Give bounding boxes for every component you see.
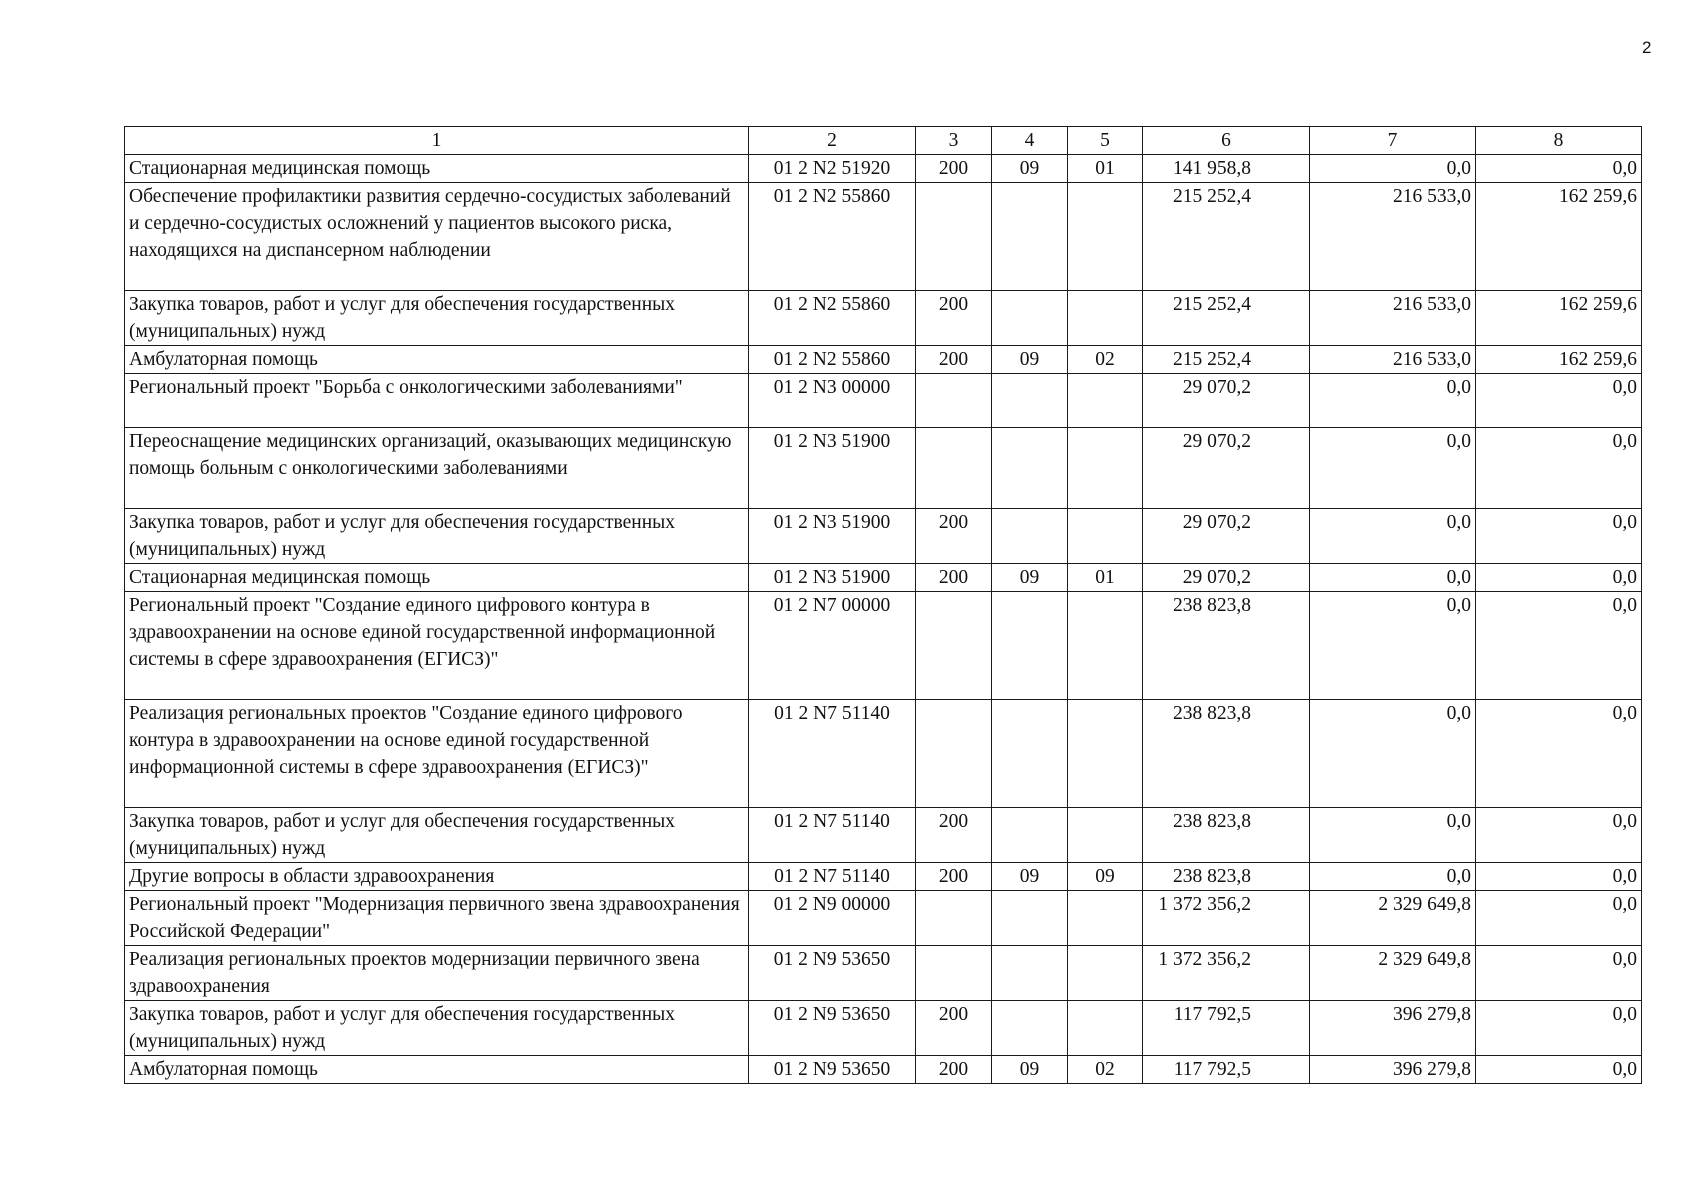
row-value-7: 0,0 [1310, 808, 1476, 863]
row-vr: 200 [916, 1001, 992, 1056]
header-col-2: 2 [749, 127, 916, 155]
row-rz: 09 [992, 863, 1068, 891]
row-vr: 200 [916, 1056, 992, 1084]
row-code: 01 2 N3 00000 [749, 374, 916, 428]
row-value-7: 0,0 [1310, 564, 1476, 592]
row-value-8: 0,0 [1476, 428, 1642, 509]
row-value-6: 29 070,2 [1143, 374, 1310, 428]
table-row [125, 291, 1642, 346]
row-value-8: 162 259,6 [1476, 291, 1642, 346]
table-row [125, 592, 1642, 700]
row-value-7: 0,0 [1310, 428, 1476, 509]
row-name: Амбулаторная помощь [125, 346, 749, 374]
row-vr: 200 [916, 808, 992, 863]
row-pr [1068, 891, 1143, 946]
table-row [125, 1056, 1642, 1084]
budget-table [124, 126, 1642, 1084]
row-value-8: 0,0 [1476, 1001, 1642, 1056]
row-value-6: 141 958,8 [1143, 155, 1310, 183]
table-row [125, 808, 1642, 863]
row-value-6: 29 070,2 [1143, 428, 1310, 509]
row-rz [992, 509, 1068, 564]
row-value-6: 238 823,8 [1143, 863, 1310, 891]
row-value-7: 216 533,0 [1310, 291, 1476, 346]
row-name: Другие вопросы в области здравоохранения [125, 863, 749, 891]
row-rz: 09 [992, 346, 1068, 374]
row-rz [992, 946, 1068, 1001]
row-value-8: 0,0 [1476, 700, 1642, 808]
table-row [125, 1001, 1642, 1056]
row-value-6: 215 252,4 [1143, 183, 1310, 291]
row-vr: 200 [916, 346, 992, 374]
row-name: Стационарная медицинская помощь [125, 564, 749, 592]
row-name: Закупка товаров, работ и услуг для обеспечения государственных (муниципальных) нужд [125, 509, 749, 564]
row-name: Переоснащение медицинских организаций, оказывающих медицинскую помощь больным с онкологическими заболеваниями [125, 428, 749, 509]
row-value-6: 29 070,2 [1143, 509, 1310, 564]
row-pr: 01 [1068, 564, 1143, 592]
row-vr: 200 [916, 509, 992, 564]
table-row [125, 374, 1642, 428]
table-row [125, 428, 1642, 509]
row-value-8: 162 259,6 [1476, 346, 1642, 374]
row-rz [992, 891, 1068, 946]
row-value-7: 0,0 [1310, 374, 1476, 428]
row-vr [916, 374, 992, 428]
row-rz [992, 428, 1068, 509]
row-value-7: 0,0 [1310, 863, 1476, 891]
row-pr: 01 [1068, 155, 1143, 183]
row-code: 01 2 N3 51900 [749, 564, 916, 592]
header-col-6: 6 [1143, 127, 1310, 155]
table-row [125, 891, 1642, 946]
row-name: Региональный проект "Модернизация первичного звена здравоохранения Российской Федерации" [125, 891, 749, 946]
row-name: Стационарная медицинская помощь [125, 155, 749, 183]
row-name: Реализация региональных проектов "Создание единого цифрового контура в здравоохранении на основе единой государственной информационной системы в сфере здравоохранения (ЕГИСЗ)" [125, 700, 749, 808]
row-rz: 09 [992, 564, 1068, 592]
row-code: 01 2 N9 53650 [749, 1056, 916, 1084]
row-value-6: 1 372 356,2 [1143, 946, 1310, 1001]
row-pr: 02 [1068, 1056, 1143, 1084]
row-rz [992, 1001, 1068, 1056]
row-value-8: 0,0 [1476, 564, 1642, 592]
row-value-8: 0,0 [1476, 1056, 1642, 1084]
row-code: 01 2 N2 55860 [749, 183, 916, 291]
row-value-7: 2 329 649,8 [1310, 946, 1476, 1001]
table-row [125, 155, 1642, 183]
row-value-6: 117 792,5 [1143, 1056, 1310, 1084]
header-row [125, 127, 1642, 155]
header-col-5: 5 [1068, 127, 1143, 155]
table-row [125, 183, 1642, 291]
row-name: Обеспечение профилактики развития сердечно-сосудистых заболеваний и сердечно-сосудистых осложнений у пациентов высокого риска, находящихся на диспансерном наблюдении [125, 183, 749, 291]
row-pr [1068, 183, 1143, 291]
row-value-8: 0,0 [1476, 592, 1642, 700]
row-vr [916, 428, 992, 509]
row-code: 01 2 N7 51140 [749, 808, 916, 863]
row-value-8: 0,0 [1476, 509, 1642, 564]
row-value-8: 162 259,6 [1476, 183, 1642, 291]
row-value-6: 238 823,8 [1143, 808, 1310, 863]
row-vr [916, 592, 992, 700]
row-name: Региональный проект "Борьба с онкологическими заболеваниями" [125, 374, 749, 428]
row-pr [1068, 700, 1143, 808]
table-row [125, 700, 1642, 808]
row-code: 01 2 N9 53650 [749, 946, 916, 1001]
row-value-8: 0,0 [1476, 155, 1642, 183]
header-col-3: 3 [916, 127, 992, 155]
row-vr: 200 [916, 155, 992, 183]
row-value-7: 396 279,8 [1310, 1001, 1476, 1056]
row-pr [1068, 428, 1143, 509]
row-code: 01 2 N3 51900 [749, 509, 916, 564]
row-value-8: 0,0 [1476, 946, 1642, 1001]
row-pr [1068, 592, 1143, 700]
row-code: 01 2 N2 51920 [749, 155, 916, 183]
row-pr [1068, 291, 1143, 346]
row-code: 01 2 N9 00000 [749, 891, 916, 946]
row-vr [916, 183, 992, 291]
row-name: Закупка товаров, работ и услуг для обеспечения государственных (муниципальных) нужд [125, 808, 749, 863]
row-pr: 02 [1068, 346, 1143, 374]
row-vr: 200 [916, 863, 992, 891]
row-value-7: 0,0 [1310, 592, 1476, 700]
row-vr [916, 891, 992, 946]
table-row [125, 346, 1642, 374]
row-rz: 09 [992, 155, 1068, 183]
row-code: 01 2 N3 51900 [749, 428, 916, 509]
header-col-1: 1 [125, 127, 749, 155]
row-code: 01 2 N2 55860 [749, 346, 916, 374]
row-code: 01 2 N7 51140 [749, 863, 916, 891]
row-value-6: 238 823,8 [1143, 700, 1310, 808]
row-value-6: 215 252,4 [1143, 346, 1310, 374]
page-number: 2 [1642, 38, 1652, 57]
row-rz [992, 291, 1068, 346]
header-col-4: 4 [992, 127, 1068, 155]
row-name: Закупка товаров, работ и услуг для обеспечения государственных (муниципальных) нужд [125, 1001, 749, 1056]
row-value-7: 216 533,0 [1310, 183, 1476, 291]
row-vr: 200 [916, 564, 992, 592]
row-value-6: 117 792,5 [1143, 1001, 1310, 1056]
row-value-6: 1 372 356,2 [1143, 891, 1310, 946]
row-name: Реализация региональных проектов модернизации первичного звена здравоохранения [125, 946, 749, 1001]
row-name: Региональный проект "Создание единого цифрового контура в здравоохранении на основе единой государственной информационной системы в сфере здравоохранения (ЕГИСЗ)" [125, 592, 749, 700]
row-vr [916, 700, 992, 808]
row-value-6: 29 070,2 [1143, 564, 1310, 592]
row-value-7: 396 279,8 [1310, 1056, 1476, 1084]
row-rz [992, 808, 1068, 863]
row-pr [1068, 1001, 1143, 1056]
row-value-8: 0,0 [1476, 808, 1642, 863]
row-code: 01 2 N2 55860 [749, 291, 916, 346]
row-rz [992, 592, 1068, 700]
row-pr [1068, 808, 1143, 863]
row-value-7: 2 329 649,8 [1310, 891, 1476, 946]
row-rz: 09 [992, 1056, 1068, 1084]
row-value-8: 0,0 [1476, 374, 1642, 428]
table-row [125, 564, 1642, 592]
row-code: 01 2 N9 53650 [749, 1001, 916, 1056]
row-value-6: 238 823,8 [1143, 592, 1310, 700]
row-code: 01 2 N7 51140 [749, 700, 916, 808]
row-pr: 09 [1068, 863, 1143, 891]
row-value-8: 0,0 [1476, 863, 1642, 891]
header-col-7: 7 [1310, 127, 1476, 155]
row-name: Амбулаторная помощь [125, 1056, 749, 1084]
row-value-7: 216 533,0 [1310, 346, 1476, 374]
row-rz [992, 183, 1068, 291]
row-pr [1068, 946, 1143, 1001]
row-value-6: 215 252,4 [1143, 291, 1310, 346]
row-pr [1068, 374, 1143, 428]
row-vr [916, 946, 992, 1001]
row-value-7: 0,0 [1310, 509, 1476, 564]
row-value-7: 0,0 [1310, 700, 1476, 808]
row-value-8: 0,0 [1476, 891, 1642, 946]
table-row [125, 946, 1642, 1001]
row-value-7: 0,0 [1310, 155, 1476, 183]
row-vr: 200 [916, 291, 992, 346]
row-rz [992, 700, 1068, 808]
table-row [125, 863, 1642, 891]
row-rz [992, 374, 1068, 428]
table-row [125, 509, 1642, 564]
row-pr [1068, 509, 1143, 564]
row-code: 01 2 N7 00000 [749, 592, 916, 700]
row-name: Закупка товаров, работ и услуг для обеспечения государственных (муниципальных) нужд [125, 291, 749, 346]
header-col-8: 8 [1476, 127, 1642, 155]
